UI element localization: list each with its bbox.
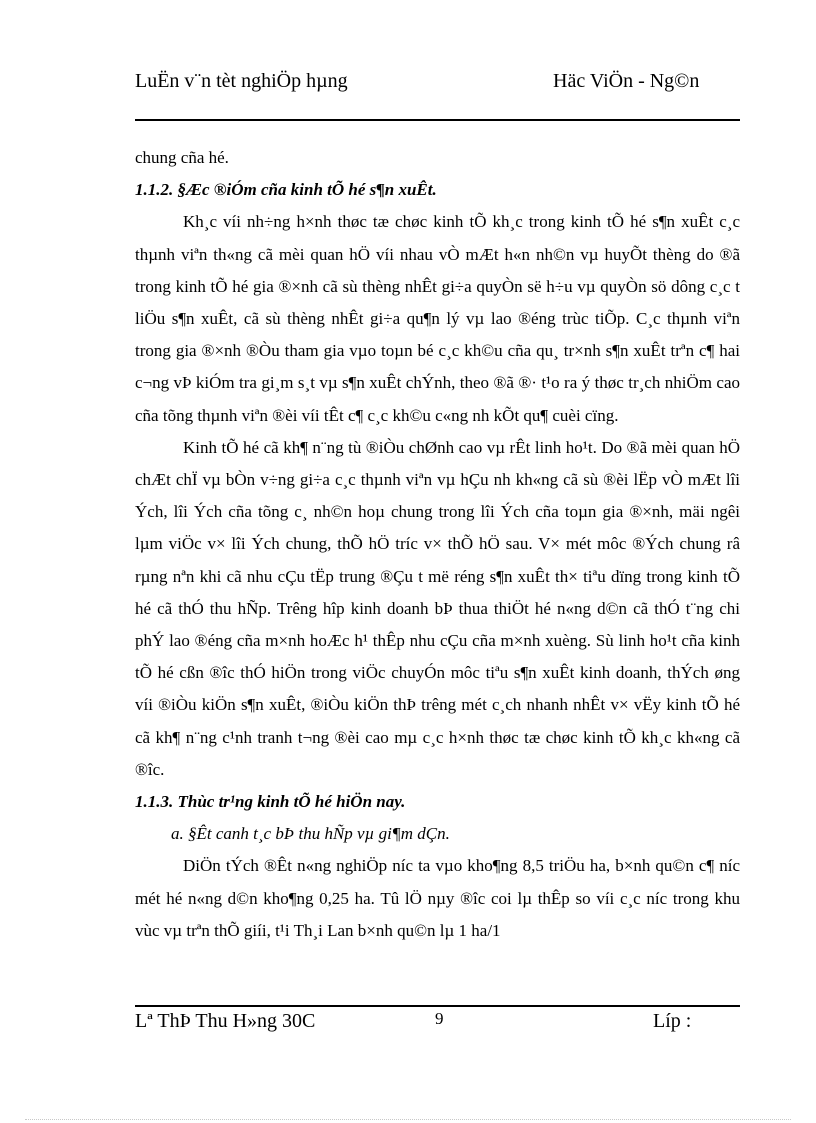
header-institution: Häc ViÖn - Ng©n [553, 70, 700, 92]
subheading-a: a. §Êt canh t¸c bÞ thu hÑp vµ gi¶m dÇn. [171, 824, 450, 844]
paragraph-1: Kh¸c víi nh÷ng h×nh thøc tæ chøc kinh tÕ kh¸c trong kinh tÕ hé s¶n xuÊt c¸c thµnh viªn th«ng cã mèi quan hÖ víi nhau vÒ mÆt h«n nh©n vµ huyÕt thèng do ®ã trong kinh tÕ hé gia ®×nh cã sù thèng nhÊt gi÷a quyÒn së h÷u vµ quyÒn sö dông c¸c t liÖu s¶n xuÊt, cã sù thèng nhÊt gi÷a qu¶n lý vµ lao ®éng trùc tiÕp. C¸c thµnh viªn trong gia ®×nh ®Òu tham gia vµo toµn bé c¸c kh©u cña qu¸ tr×nh s¶n xuÊt trªn c¶ hai c¬ng vÞ kiÓm tra gi¸m s¸t vµ s¶n xuÊt chÝnh, theo ®ã ®· t¹o ra ý thøc tr¸ch nhiÖm cao cña tõng thµnh viªn ®èi víi tÊt c¶ c¸c kh©u c«ng nh kÕt qu¶ cuèi cïng. [135, 212, 740, 425]
section-heading-1-1-2: 1.1.2. §Æc ®iÓm cña kinh tÕ hé s¶n xuÊt. [135, 180, 437, 200]
header-rule [135, 119, 740, 121]
paragraph-2: Kinh tÕ hé cã kh¶ n¨ng tù ®iÒu chØnh cao vµ rÊt linh ho¹t. Do ®ã mèi quan hÖ chÆt chÏ vµ bÒn v÷ng gi÷a c¸c thµnh viªn vµ hÇu nh kh«ng cã sù ®èi lËp vÒ mÆt lîi Ých, lîi Ých cña tõng c¸ nh©n hoµ chung trong lîi Ých cña toµn gia ®×nh, mäi ngêi lµm viÖc v× lîi Ých chung, thÕ hÖ tríc v× thÕ hÖ sau. V× mét môc ®Ých chung râ rµng nªn khi cã nhu cÇu tËp trung ®Çu t më réng s¶n xuÊt th× tiªu dïng trong kinh tÕ hé cã thÓ thu hÑp. Trêng hîp kinh doanh bÞ thua thiÖt hé n«ng d©n cã thÓ t¨ng chi phÝ lao ®éng cña m×nh hoÆc h¹ thÊp nhu cÇu cña m×nh xuèng. Sù linh ho¹t cña kinh tÕ hé cßn ®îc thÓ hiÖn trong viÖc chuyÓn môc tiªu s¶n xuÊt kinh doanh, thÝch øng víi ®iÒu kiÖn s¶n xuÊt, ®iÒu kiÖn thÞ trêng mét c¸ch nhanh nhÊt v× vËy kinh tÕ hé cã kh¶ n¨ng c¹nh tranh t¬ng ®èi cao mµ c¸c h×nh thøc tæ chøc kinh tÕ kh¸c kh«ng cã ®îc. [135, 437, 740, 779]
footer-class: Líp : [653, 1010, 692, 1032]
paragraph-3: DiÖn tÝch ®Êt n«ng nghiÖp níc ta vµo kho¶ng 8,5 triÖu ha, b×nh qu©n c¶ níc mét hé n«ng d©n kho¶ng 0,25 ha. Tû lÖ nµy ®îc coi lµ thÊp so víi c¸c níc trong khu vùc vµ trªn thÕ giíi, t¹i Th¸i Lan b×nh qu©n lµ 1 ha/1 [135, 856, 740, 940]
header-thesis-title: LuËn v¨n tèt nghiÖp hµng [135, 70, 348, 92]
footer-author: Lª ThÞ Thu H»ng 30C [135, 1010, 316, 1032]
section-heading-1-1-3: 1.1.3. Thùc tr¹ng kinh tÕ hé hiÖn nay. [135, 792, 406, 812]
page-body [135, 142, 740, 947]
intro-line: chung cña hé. [135, 148, 229, 167]
page-bottom-divider [25, 1119, 791, 1120]
page-number: 9 [435, 1009, 444, 1028]
